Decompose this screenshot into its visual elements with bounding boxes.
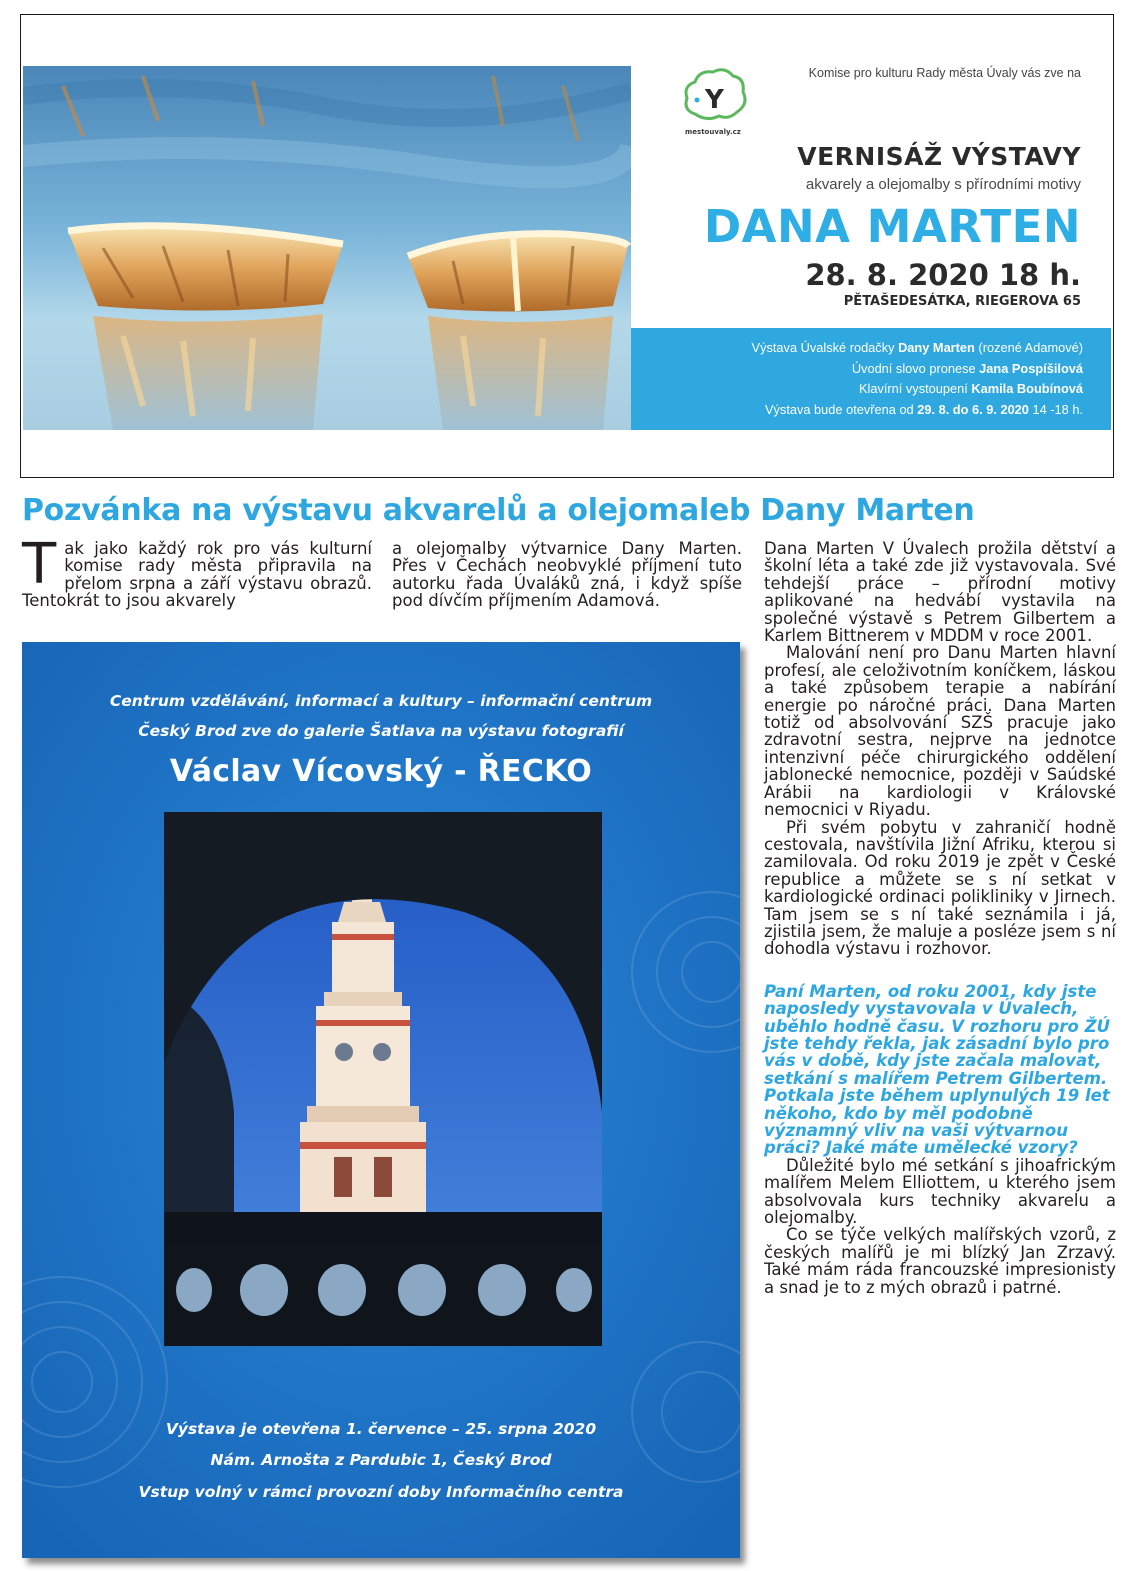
- svg-text:Y: Y: [705, 85, 724, 115]
- article-intro-text: ak jako každý rok pro vás kulturní komise rady města připravila na přelom srpna a září výstavu obrazů. Tentokrát to jsou akvarely: [22, 539, 372, 611]
- poster-admission: Vstup volný v rámci provozní doby Informačního centra: [138, 1483, 624, 1501]
- details-line-3: Klavírní vystoupení Kamila Boubínová: [858, 381, 1083, 396]
- poster-organizer: Centrum vzdělávání, informací a kultury – informační centrum: [109, 692, 653, 710]
- details-line-4: Výstava bude otevřena od 29. 8. do 6. 9. 2020 14 -18 h.: [764, 401, 1083, 417]
- interview-answer: Důležité bylo mé setkání s jihoafrickým malířem Melem Elliottem, u kterého jsem absolvovala kurs techniky akvarelu a olejomalby.: [764, 1155, 1116, 1228]
- bell-tower-photo-image: [164, 812, 602, 1346]
- article-column-2: [392, 540, 742, 610]
- article-column-3: [764, 540, 1116, 1296]
- details-line-1: Výstava Úvalské rodačky Dany Marten (rozené Adamové): [751, 340, 1083, 355]
- article-headline: Pozvánka na výstavu akvarelů a olejomaleb Dany Marten: [22, 493, 975, 528]
- paragraph: Dana Marten V Úvalech prožila dětství a školní léta a také zde již vystavovala. Své tehdejší práce – přírodní motivy aplikované na hedvábí vystavila na společné výstavě s Petrem Gilbertem a Karlem Bittnerem v MDDM v roce 2001.: [764, 539, 1116, 646]
- photo-exhibition-poster: [22, 642, 740, 1558]
- interview-answer: Co se týče velkých malířských vzorů, z českých malířů je mi blízký Jan Zrzavý. Také mám ráda francouzské impresionisty a snad je to z mých obrazů i patrné.: [764, 1225, 1116, 1297]
- boats-painting-image: [23, 66, 631, 430]
- event-venue: PĚTAŠEDESÁTKA, RIEGEROVA 65: [843, 294, 1081, 309]
- invitation-info-panel: [631, 66, 1111, 430]
- artist-name: DANA MARTEN: [703, 200, 1081, 253]
- paragraph: Malování není pro Danu Marten hlavní profesí, ale celoživotním koníčkem, láskou a také způsobem terapie a nabírání energie po náročné práci. Dana Marten totiž od absolvování SZŠ pracuje jako zdravotní sestra, nejprve na jednotce intenzivní péče chirurgického oddělení jablonecké nemocnice, později v Saúdské Arábii na kardiologii v Královské nemocnici v Riyadu.: [764, 643, 1116, 820]
- event-subtitle: akvarely a olejomalby s přírodními motivy: [805, 176, 1081, 193]
- interview-question: Paní Marten, od roku 2001, kdy jste naposledy vystavovala v Úvalech, uběhlo hodně času. V rozhoru pro ŽÚ jste tehdy řekla, jak zásadní bylo pro vás v době, kdy jste začala malovat, setkání s malířem Petrem Gilbertem. Potkala jste během uplynulých 19 let někoho, kdo by měl podobně významný vliv na vaši výtvarnou práci? Jaké máte umělecké vzory?: [764, 981, 1110, 1158]
- drop-cap: T: [22, 532, 57, 597]
- paragraph: Při svém pobytu v zahraničí hodně cestovala, navštívila Jižní Afriku, kterou si zamilovala. Od roku 2019 je zpět v České republice a můžete se s ní setkat v kardiologické ordinaci polikliniky v Jirnech. Tam jsem se s ní také seznámila i já, zjistila jsem, že maluje a posléze jsem s ní dohodla výstavu i rozhovor.: [764, 817, 1116, 959]
- event-datetime: 28. 8. 2020 18 h.: [805, 258, 1081, 292]
- event-details-box: [631, 328, 1111, 430]
- exhibition-banner: [20, 14, 1114, 478]
- invite-line: Komise pro kulturu Rady města Úvaly vás zve na: [808, 66, 1081, 80]
- article-column-1: [22, 532, 372, 611]
- poster-dates: Výstava je otevřena 1. července – 25. srpna 2020: [165, 1420, 597, 1438]
- article-intro-continued: a olejomalby výtvarnice Dany Marten. Přes v Čechách neobvyklé příjmení tuto autorku řada Úvaláků zná, i když spíše pod dívčím příjmením Adamová.: [392, 539, 742, 611]
- poster-address: Nám. Arnošta z Pardubic 1, Český Brod: [210, 1451, 552, 1469]
- poster-title: Václav Vícovský - ŘECKO: [169, 754, 593, 789]
- details-line-2: Úvodní slovo pronese Jana Pospíšilová: [851, 360, 1083, 376]
- logo-caption: mestouvaly.cz: [685, 128, 741, 136]
- event-title: VERNISÁŽ VÝSTAVY: [797, 142, 1081, 171]
- poster-invitation: Český Brod zve do galerie Šatlava na výstavu fotografií: [138, 722, 624, 740]
